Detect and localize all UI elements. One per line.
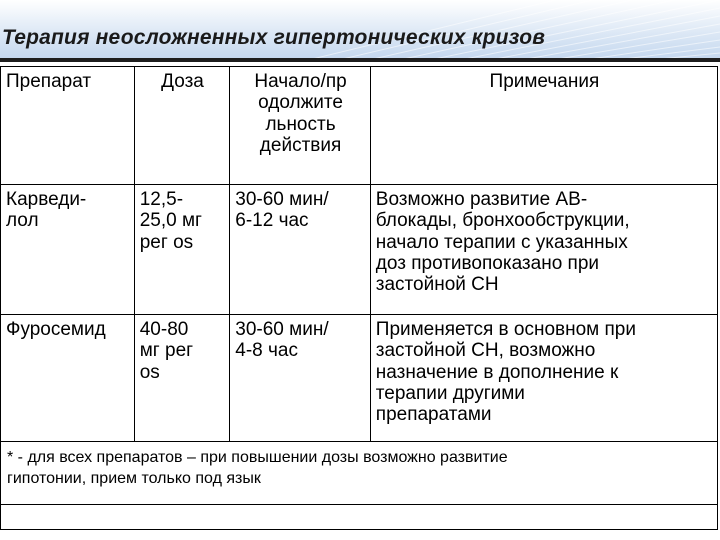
footnote-row — [1, 442, 718, 505]
cell-dose — [134, 315, 230, 442]
cell-onset — [230, 185, 371, 315]
notes-line: назначение в дополнение к — [375, 361, 619, 383]
header-onset — [230, 67, 371, 185]
cell-dose — [134, 185, 230, 315]
onset-line: 4-8 час — [235, 340, 298, 362]
cell-onset — [230, 315, 371, 442]
onset-line: 6-12 час — [235, 210, 309, 232]
therapy-table — [0, 66, 718, 530]
header-drug-text: Препарат — [6, 71, 92, 92]
cell-notes — [370, 185, 717, 315]
notes-line: застойной СН, возможно — [375, 340, 596, 362]
notes-line: начало терапии с указанных — [375, 231, 628, 253]
footnote-line: гипотонии, прием только под язык — [7, 469, 261, 487]
header-onset-line: Начало/пр — [254, 71, 347, 92]
dose-line: рег os — [139, 231, 194, 253]
footnote-cell — [1, 442, 718, 505]
dose-line: 40-80 — [139, 319, 189, 340]
cell-drug — [1, 185, 135, 315]
dose-line: 12,5- — [139, 189, 184, 210]
table-header-row — [1, 67, 718, 185]
header-onset-line: льность — [265, 113, 336, 135]
notes-line: Возможно развитие АВ- — [375, 189, 588, 210]
table-row — [1, 185, 718, 315]
notes-line: препаратами — [375, 404, 492, 426]
empty-cell — [1, 505, 718, 530]
notes-line: Применяется в основном при — [375, 319, 636, 340]
notes-line: доз противопоказано при — [375, 252, 600, 274]
notes-line: застойной СН — [375, 274, 499, 296]
header-notes — [370, 67, 717, 185]
slide-title: Терапия неосложненных гипертонических кризов — [2, 26, 546, 49]
cell-drug — [1, 315, 135, 442]
footnote-line: * - для всех препаратов – при повышении дозы возможно развитие — [7, 449, 508, 466]
dose-line: 25,0 мг — [139, 210, 202, 232]
dose-line: мг рег — [139, 340, 194, 362]
header-dose — [134, 67, 230, 185]
drug-name-line: лол — [6, 210, 39, 232]
header-onset-line: одолжите — [258, 92, 343, 114]
header-notes-text: Примечания — [489, 71, 600, 92]
notes-line: терапии другими — [375, 382, 525, 404]
table-row — [1, 315, 718, 442]
header-drug — [1, 67, 135, 185]
header-onset-line: действия — [259, 134, 342, 156]
title-banner — [0, 0, 720, 62]
drug-name-line: Карведи- — [6, 189, 87, 210]
title-underline — [0, 58, 720, 62]
notes-line: блокады, бронхообструкции, — [375, 210, 630, 232]
onset-line: 30-60 мин/ — [235, 189, 329, 210]
dose-line: os — [139, 361, 160, 383]
empty-row — [1, 505, 718, 530]
header-dose-text: Доза — [161, 71, 204, 92]
cell-notes — [370, 315, 717, 442]
drug-name-line: Фуросемид — [6, 319, 106, 340]
onset-line: 30-60 мин/ — [235, 319, 329, 340]
